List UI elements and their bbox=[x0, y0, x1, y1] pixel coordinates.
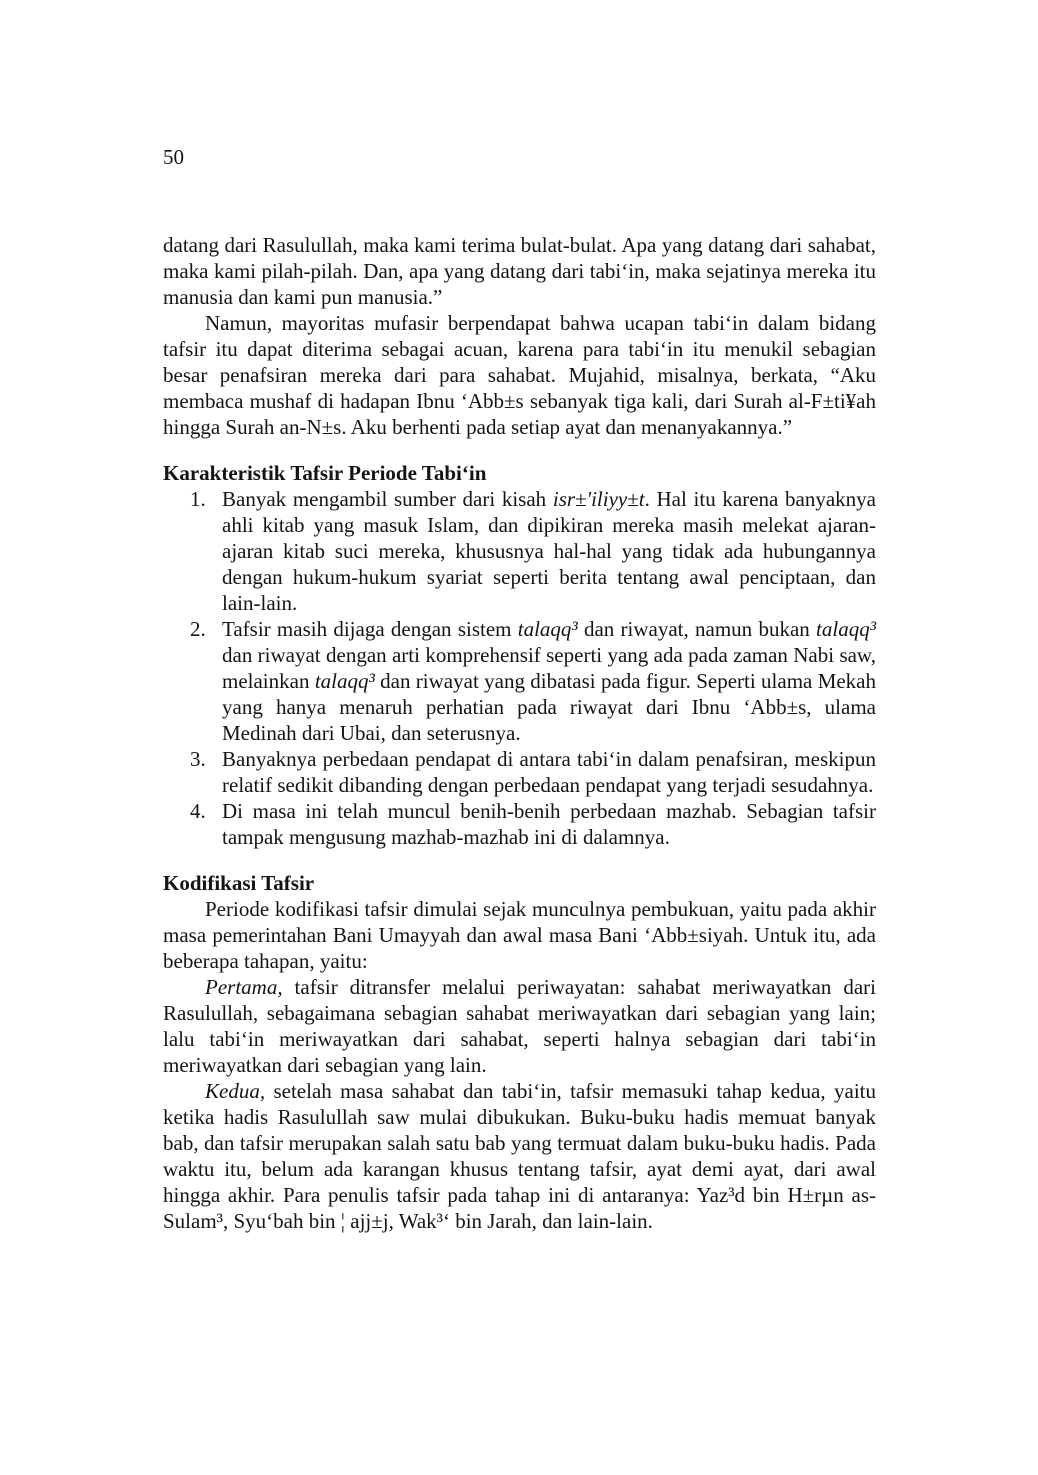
text-segment-italic: Pertama, bbox=[205, 975, 283, 999]
paragraph-first-stage bbox=[163, 974, 876, 1078]
text-segment-italic: Kedua, bbox=[205, 1079, 266, 1103]
text-segment: Banyaknya perbedaan pendapat di antara tabi‘in dalam penafsiran, meskipun relatif sedikit dibanding dengan perbedaan pendapat yang terjadi sesudahnya. bbox=[222, 747, 876, 797]
list-item bbox=[163, 746, 876, 798]
page-number: 50 bbox=[163, 145, 184, 169]
text-block bbox=[163, 232, 876, 1234]
list-item-number: 3. bbox=[190, 747, 206, 771]
list-item bbox=[163, 798, 876, 850]
paragraph-majority-opinion: Namun, mayoritas mufasir berpendapat bahwa ucapan tabi‘in dalam bidang tafsir itu dapat diterima sebagai acuan, karena para tabi‘in itu menukil sebagian besar penafsiran mereka dari para sahabat. Mujahid, misalnya, berkata, “Aku membaca mushaf di hadapan Ibnu ‘Abb±s sebanyak tiga kali, dari Surah al-F±ti¥ah hingga Surah an-N±s. Aku berhenti pada setiap ayat dan menanyakannya.” bbox=[163, 311, 876, 439]
list-item-number: 1. bbox=[190, 487, 206, 511]
text-segment: dan riwayat dengan arti komprehensif seperti yang ada pada zaman Nabi saw, melainkan bbox=[222, 643, 876, 693]
text-segment-italic: talaqq³ bbox=[314, 669, 375, 693]
text-segment-italic: talaqq³ bbox=[816, 617, 876, 641]
text-segment: Di masa ini telah muncul benih-benih perbedaan mazhab. Sebagian tafsir tampak mengusung mazhab-mazhab ini di dalamnya. bbox=[222, 799, 876, 849]
paragraph-continuation: datang dari Rasulullah, maka kami terima bulat-bulat. Apa yang datang dari sahabat, maka kami pilah-pilah. Dan, apa yang datang dari tabi‘in, maka sejatinya mereka itu manusia dan kami pun manusia.” bbox=[163, 233, 876, 309]
text-segment: dan riwayat yang dibatasi pada figur. Seperti ulama Mekah yang hanya menaruh perhatian pada riwayat dari Ibnu ‘Abb±s, ulama Medinah dari Ubai, dan seterusnya. bbox=[222, 669, 877, 745]
list-item bbox=[163, 486, 876, 616]
list-item-number: 2. bbox=[190, 617, 206, 641]
section-heading-codification: Kodifikasi Tafsir bbox=[163, 871, 315, 895]
text-segment: dan riwayat, namun bukan bbox=[577, 617, 817, 641]
numbered-list bbox=[163, 486, 876, 850]
paragraph-codification-intro: Periode kodifikasi tafsir dimulai sejak munculnya pembukuan, yaitu pada akhir masa pemerintahan Bani Umayyah dan awal masa Bani ‘Abb±siyah. Untuk itu, ada beberapa tahapan, yaitu: bbox=[163, 897, 876, 973]
list-item-number: 4. bbox=[190, 799, 206, 823]
text-segment: setelah masa sahabat dan tabi‘in, tafsir memasuki tahap kedua, yaitu ketika hadis Rasulullah saw mulai dibukukan. Buku-buku hadis memuat banyak bab, dan tafsir merupakan salah satu bab yang termuat dalam buku-buku hadis. Pada waktu itu, belum ada karangan khusus tentang tafsir, ayat demi ayat, dari awal hingga akhir. Para penulis tafsir pada tahap ini di antaranya: Yaz³d bin H±rµn as-Sulam³, Syu‘bah bin ¦ ajj±j, Wak³‘ bin Jarah, dan lain-lain. bbox=[163, 1079, 876, 1233]
text-segment: tafsir ditransfer melalui periwayatan: sahabat meriwayatkan dari Rasulullah, sebagaimana sebagian sahabat meriwayatkan dari sebagian yang lain; lalu tabi‘in meriwayatkan dari sahabat, seperti halnya sebagian dari tabi‘in meriwayatkan dari sebagian yang lain. bbox=[163, 975, 876, 1077]
text-segment-italic: talaqq³ bbox=[517, 617, 578, 641]
text-segment: Banyak mengambil sumber dari kisah bbox=[222, 487, 553, 511]
section-heading-characteristics: Karakteristik Tafsir Periode Tabi‘in bbox=[163, 461, 487, 485]
text-segment: Tafsir masih dijaga dengan sistem bbox=[222, 617, 518, 641]
text-segment: . Hal itu karena banyaknya ahli kitab yang masuk Islam, dan dipikiran mereka masih melekat ajaran-ajaran kitab suci mereka, khususnya hal-hal yang tidak ada hubungannya dengan hukum-hukum syariat seperti berita tentang awal penciptaan, dan lain-lain. bbox=[222, 487, 876, 615]
paragraph-second-stage bbox=[163, 1078, 876, 1234]
text-segment-italic: isr±'iliyy±t bbox=[552, 487, 645, 511]
list-item bbox=[163, 616, 876, 746]
